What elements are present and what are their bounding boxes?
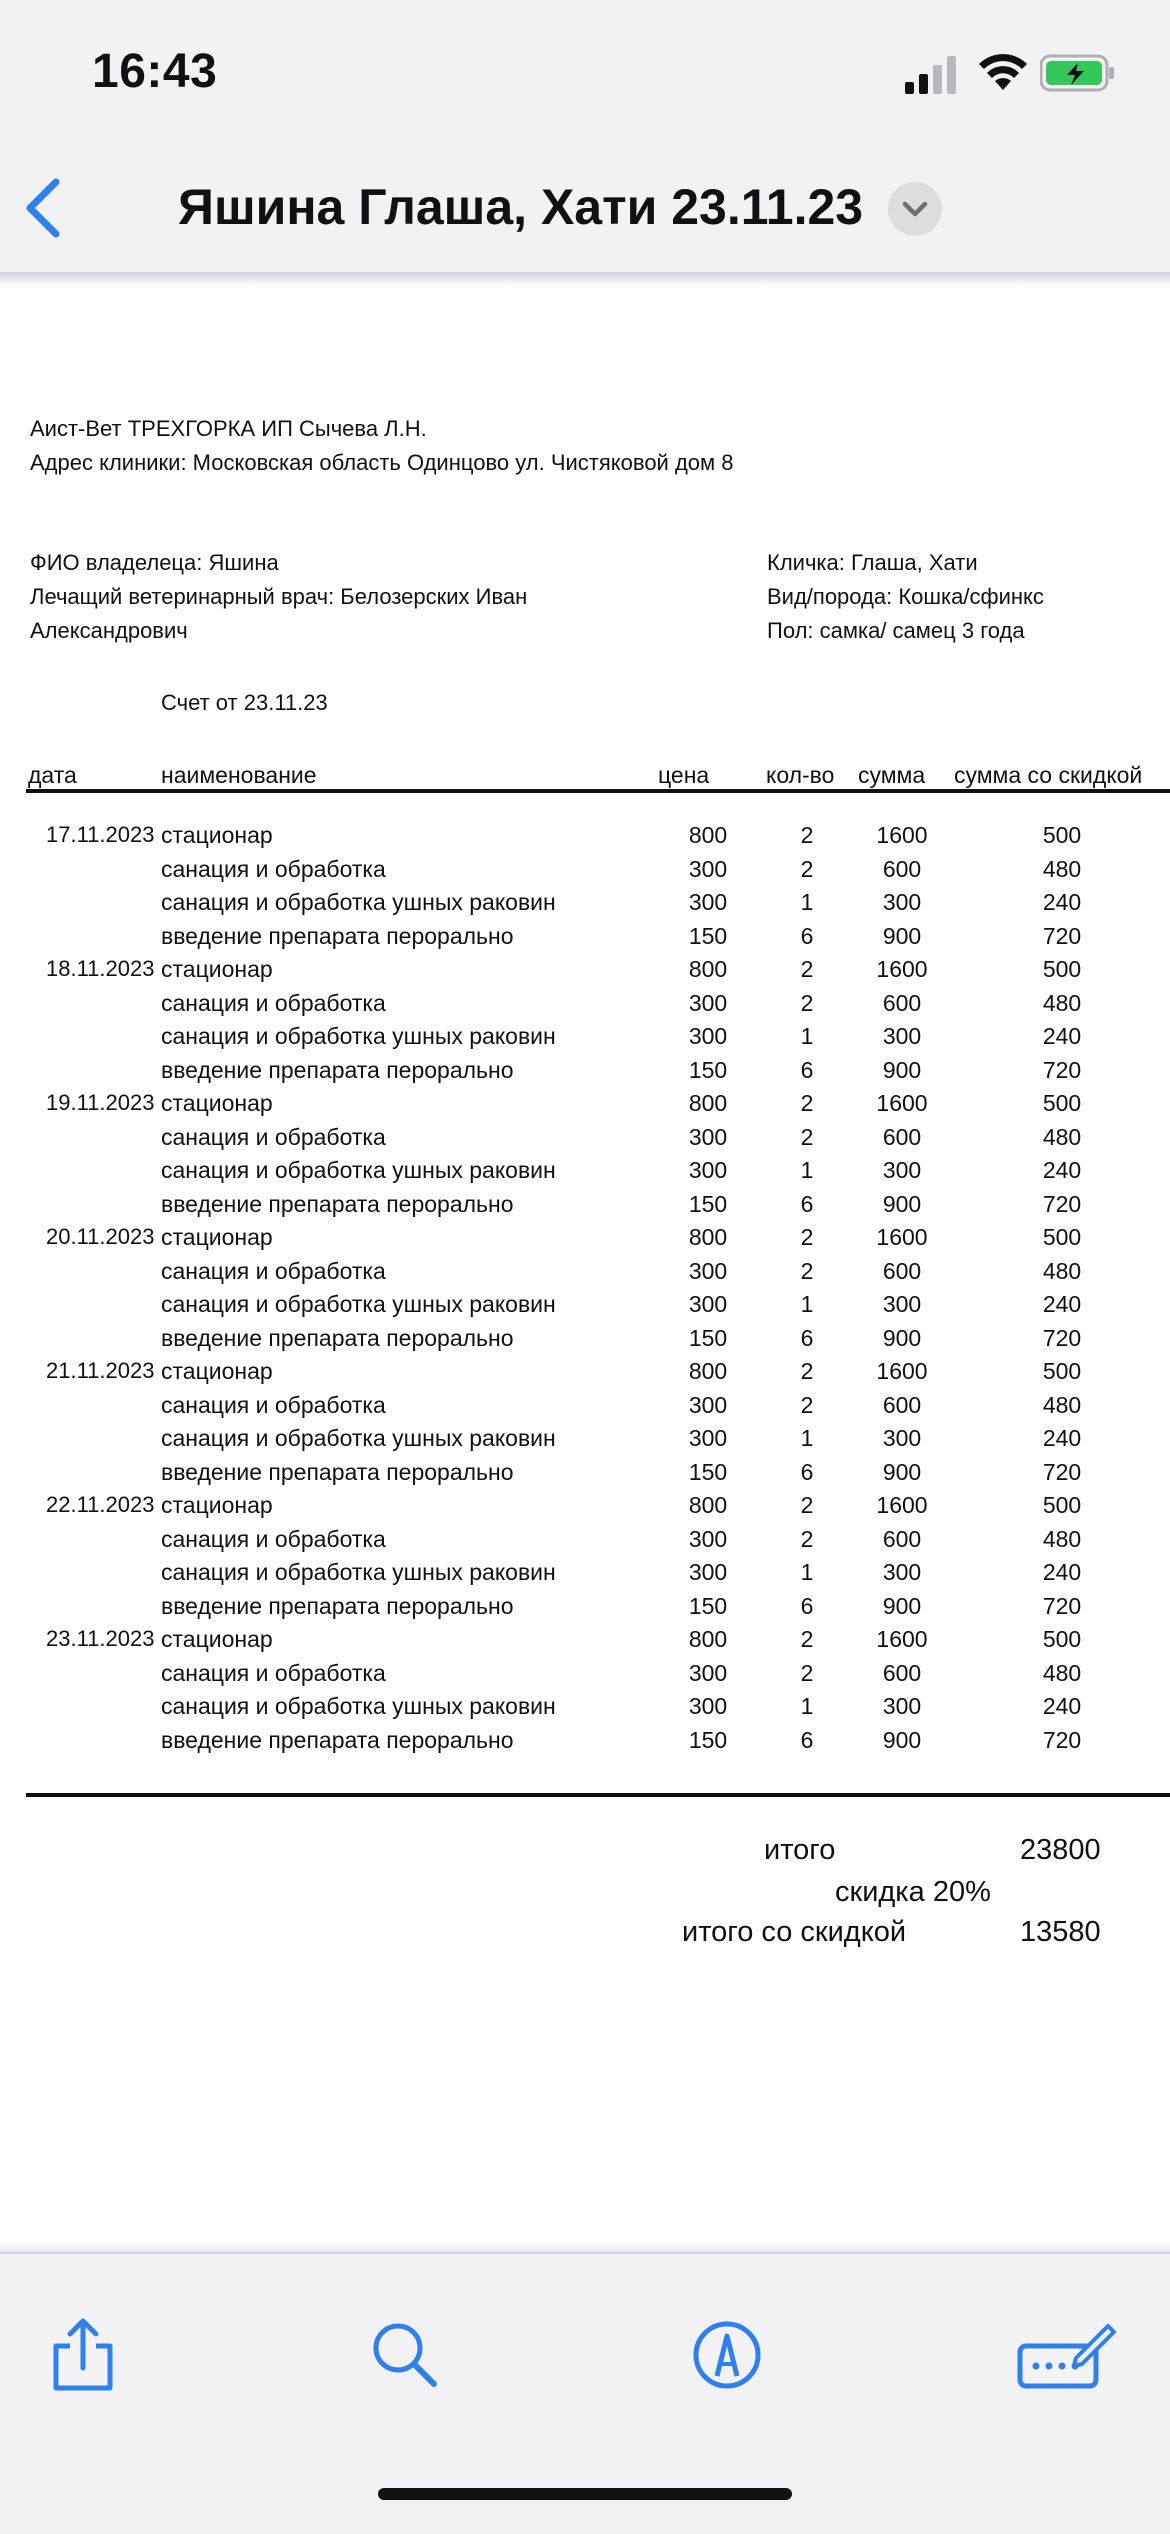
row-name: введение препарата перорально <box>161 1458 514 1485</box>
row-discounted-sum: 240 <box>1042 889 1082 915</box>
row-discounted-sum: 500 <box>1042 822 1082 848</box>
row-price: 300 <box>688 989 728 1016</box>
row-sum: 600 <box>882 1525 922 1552</box>
home-indicator <box>378 2488 792 2500</box>
doctor-line-2: Александрович <box>30 618 188 643</box>
row-sum: 1600 <box>876 1626 928 1652</box>
row-name: санация и обработка ушных раковин <box>161 889 556 915</box>
search-icon[interactable] <box>370 2318 440 2392</box>
row-discounted-sum: 480 <box>1042 1391 1082 1418</box>
row-price: 300 <box>688 1257 728 1284</box>
row-qty: 6 <box>800 1458 814 1485</box>
column-header-sum: сумма <box>858 762 926 788</box>
row-name: введение препарата перорально <box>161 1592 514 1619</box>
row-qty: 6 <box>800 1592 814 1619</box>
row-name: стационар <box>161 1492 273 1518</box>
row-qty: 1 <box>800 889 814 915</box>
cellular-signal-icon <box>905 56 957 94</box>
row-discounted-sum: 720 <box>1042 1190 1082 1217</box>
pet-breed: Вид/порода: Кошка/сфинкс <box>767 584 1044 609</box>
invoice-document <box>0 286 1170 2254</box>
row-name: санация и обработка <box>161 1123 386 1150</box>
row-sum: 900 <box>882 1056 922 1083</box>
owner-fio: ФИО владелеца: Яшина <box>30 550 279 575</box>
document-title: Яшина Глаша, Хати 23.11.23 <box>178 179 864 235</box>
row-name: введение препарата перорально <box>161 922 514 949</box>
row-sum: 600 <box>882 989 922 1016</box>
row-price: 150 <box>688 1458 728 1485</box>
row-name: санация и обработка <box>161 855 386 882</box>
row-discounted-sum: 480 <box>1042 989 1082 1016</box>
row-qty: 2 <box>800 956 814 982</box>
row-qty: 2 <box>800 989 814 1016</box>
wifi-icon <box>978 52 1028 92</box>
row-sum: 1600 <box>876 822 928 848</box>
row-discounted-sum: 500 <box>1042 1224 1082 1250</box>
row-price: 300 <box>688 1291 728 1317</box>
column-header-date: дата <box>28 762 77 788</box>
row-name: стационар <box>161 1090 273 1116</box>
row-qty: 6 <box>800 1726 814 1753</box>
row-sum: 900 <box>882 1324 922 1351</box>
clinic-address: Адрес клиники: Московская область Одинцово ул. Чистяковой дом 8 <box>30 450 734 475</box>
back-chevron-icon[interactable] <box>22 176 64 240</box>
row-qty: 1 <box>800 1425 814 1451</box>
row-price: 300 <box>688 1123 728 1150</box>
row-sum: 300 <box>882 1693 922 1719</box>
row-discounted-sum: 480 <box>1042 1257 1082 1284</box>
battery-charging-icon <box>1040 54 1116 92</box>
row-name: санация и обработка ушных раковин <box>161 1157 556 1183</box>
row-price: 150 <box>688 922 728 949</box>
row-sum: 900 <box>882 1458 922 1485</box>
status-bar <box>0 0 1170 150</box>
row-qty: 1 <box>800 1157 814 1183</box>
row-date: 23.11.2023 <box>46 1626 155 1651</box>
row-name: стационар <box>161 822 273 848</box>
row-name: стационар <box>161 1224 273 1250</box>
row-qty: 1 <box>800 1023 814 1049</box>
row-discounted-sum: 720 <box>1042 922 1082 949</box>
footer-rule <box>26 1793 1170 1797</box>
row-price: 800 <box>688 1358 728 1384</box>
row-discounted-sum: 500 <box>1042 1358 1082 1384</box>
row-sum: 600 <box>882 1659 922 1686</box>
row-sum: 900 <box>882 1726 922 1753</box>
row-price: 300 <box>688 1525 728 1552</box>
column-header-name: наименование <box>161 762 317 788</box>
row-price: 300 <box>688 855 728 882</box>
row-qty: 2 <box>800 1525 814 1552</box>
row-discounted-sum: 500 <box>1042 1090 1082 1116</box>
clinic-name: Аист-Вет ТРЕХГОРКА ИП Сычева Л.Н. <box>30 416 427 441</box>
row-price: 300 <box>688 1023 728 1049</box>
row-name: санация и обработка <box>161 1525 386 1552</box>
row-date: 22.11.2023 <box>46 1492 155 1517</box>
row-price: 800 <box>688 1090 728 1116</box>
row-qty: 2 <box>800 1123 814 1150</box>
row-qty: 1 <box>800 1559 814 1585</box>
row-name: санация и обработка ушных раковин <box>161 1023 556 1049</box>
row-discounted-sum: 720 <box>1042 1726 1082 1753</box>
share-icon[interactable] <box>48 2318 118 2392</box>
row-qty: 1 <box>800 1693 814 1719</box>
row-discounted-sum: 480 <box>1042 1659 1082 1686</box>
row-name: стационар <box>161 1358 273 1384</box>
row-price: 300 <box>688 1659 728 1686</box>
row-date: 17.11.2023 <box>46 822 155 847</box>
row-name: введение препарата перорально <box>161 1726 514 1753</box>
row-discounted-sum: 500 <box>1042 1492 1082 1518</box>
row-price: 800 <box>688 1492 728 1518</box>
markup-icon[interactable] <box>692 2318 762 2392</box>
row-name: стационар <box>161 1626 273 1652</box>
row-sum: 300 <box>882 1291 922 1317</box>
row-discounted-sum: 240 <box>1042 1291 1082 1317</box>
discount-label: скидка 20% <box>835 1876 991 1908</box>
status-time: 16:43 <box>92 45 218 98</box>
total-value: 23800 <box>1020 1834 1101 1866</box>
row-qty: 1 <box>800 1291 814 1317</box>
row-discounted-sum: 500 <box>1042 1626 1082 1652</box>
keyboard-edit-icon[interactable] <box>1016 2318 1116 2392</box>
row-name: введение препарата перорально <box>161 1190 514 1217</box>
row-price: 800 <box>688 822 728 848</box>
row-sum: 1600 <box>876 1090 928 1116</box>
row-qty: 2 <box>800 1659 814 1686</box>
row-sum: 900 <box>882 1190 922 1217</box>
row-sum: 900 <box>882 1592 922 1619</box>
row-name: стационар <box>161 956 273 982</box>
doctor-line-1: Лечащий ветеринарный врач: Белозерских Иван <box>30 584 528 609</box>
row-price: 150 <box>688 1190 728 1217</box>
row-sum: 1600 <box>876 1492 928 1518</box>
row-price: 800 <box>688 1626 728 1652</box>
row-discounted-sum: 720 <box>1042 1324 1082 1351</box>
row-sum: 600 <box>882 1391 922 1418</box>
row-discounted-sum: 240 <box>1042 1023 1082 1049</box>
row-sum: 300 <box>882 1157 922 1183</box>
column-header-price: цена <box>658 762 710 788</box>
row-qty: 2 <box>800 1257 814 1284</box>
row-qty: 6 <box>800 922 814 949</box>
row-discounted-sum: 480 <box>1042 1123 1082 1150</box>
row-price: 150 <box>688 1324 728 1351</box>
row-qty: 2 <box>800 1626 814 1652</box>
row-name: санация и обработка ушных раковин <box>161 1425 556 1451</box>
row-name: санация и обработка <box>161 1257 386 1284</box>
row-sum: 900 <box>882 922 922 949</box>
header-rule <box>26 789 1170 793</box>
row-discounted-sum: 720 <box>1042 1592 1082 1619</box>
row-qty: 2 <box>800 855 814 882</box>
row-qty: 2 <box>800 1492 814 1518</box>
row-name: введение препарата перорально <box>161 1056 514 1083</box>
row-discounted-sum: 720 <box>1042 1458 1082 1485</box>
row-price: 800 <box>688 956 728 982</box>
pet-sex: Пол: самка/ самец 3 года <box>767 618 1025 643</box>
row-price: 800 <box>688 1224 728 1250</box>
row-discounted-sum: 480 <box>1042 1525 1082 1552</box>
row-qty: 2 <box>800 1358 814 1384</box>
column-header-discounted: сумма со скидкой <box>954 762 1143 788</box>
discounted-total-label: итого со скидкой <box>682 1916 907 1948</box>
row-sum: 300 <box>882 1023 922 1049</box>
row-discounted-sum: 720 <box>1042 1056 1082 1083</box>
row-price: 300 <box>688 1157 728 1183</box>
row-sum: 1600 <box>876 1224 928 1250</box>
row-qty: 6 <box>800 1056 814 1083</box>
row-date: 21.11.2023 <box>46 1358 155 1383</box>
row-sum: 300 <box>882 1425 922 1451</box>
chevron-down-icon <box>888 182 942 236</box>
row-date: 20.11.2023 <box>46 1224 155 1249</box>
row-price: 150 <box>688 1592 728 1619</box>
row-price: 150 <box>688 1056 728 1083</box>
row-qty: 6 <box>800 1190 814 1217</box>
row-sum: 600 <box>882 1257 922 1284</box>
discounted-total-value: 13580 <box>1020 1916 1101 1948</box>
row-name: санация и обработка ушных раковин <box>161 1559 556 1585</box>
row-qty: 2 <box>800 1391 814 1418</box>
pet-name: Кличка: Глаша, Хати <box>767 550 978 575</box>
row-price: 300 <box>688 1693 728 1719</box>
row-date: 18.11.2023 <box>46 956 155 981</box>
row-discounted-sum: 240 <box>1042 1559 1082 1585</box>
row-qty: 2 <box>800 1224 814 1250</box>
row-name: санация и обработка <box>161 989 386 1016</box>
row-price: 300 <box>688 1391 728 1418</box>
row-sum: 600 <box>882 1123 922 1150</box>
row-price: 300 <box>688 889 728 915</box>
row-name: санация и обработка <box>161 1659 386 1686</box>
row-discounted-sum: 240 <box>1042 1425 1082 1451</box>
row-price: 150 <box>688 1726 728 1753</box>
row-qty: 2 <box>800 822 814 848</box>
row-sum: 300 <box>882 1559 922 1585</box>
row-name: санация и обработка ушных раковин <box>161 1693 556 1719</box>
row-name: санация и обработка <box>161 1391 386 1418</box>
row-name: введение препарата перорально <box>161 1324 514 1351</box>
total-label: итого <box>764 1834 836 1866</box>
row-sum: 600 <box>882 855 922 882</box>
row-qty: 2 <box>800 1090 814 1116</box>
row-discounted-sum: 480 <box>1042 855 1082 882</box>
row-discounted-sum: 240 <box>1042 1693 1082 1719</box>
row-discounted-sum: 500 <box>1042 956 1082 982</box>
row-name: санация и обработка ушных раковин <box>161 1291 556 1317</box>
nav-divider <box>0 274 1170 286</box>
row-sum: 300 <box>882 889 922 915</box>
row-qty: 6 <box>800 1324 814 1351</box>
row-price: 300 <box>688 1425 728 1451</box>
column-header-qty: кол-во <box>766 762 835 788</box>
row-price: 300 <box>688 1559 728 1585</box>
row-sum: 1600 <box>876 1358 928 1384</box>
invoice-title: Счет от 23.11.23 <box>161 690 328 715</box>
row-sum: 1600 <box>876 956 928 982</box>
row-date: 19.11.2023 <box>46 1090 155 1115</box>
title-menu-button[interactable] <box>888 182 942 236</box>
row-discounted-sum: 240 <box>1042 1157 1082 1183</box>
